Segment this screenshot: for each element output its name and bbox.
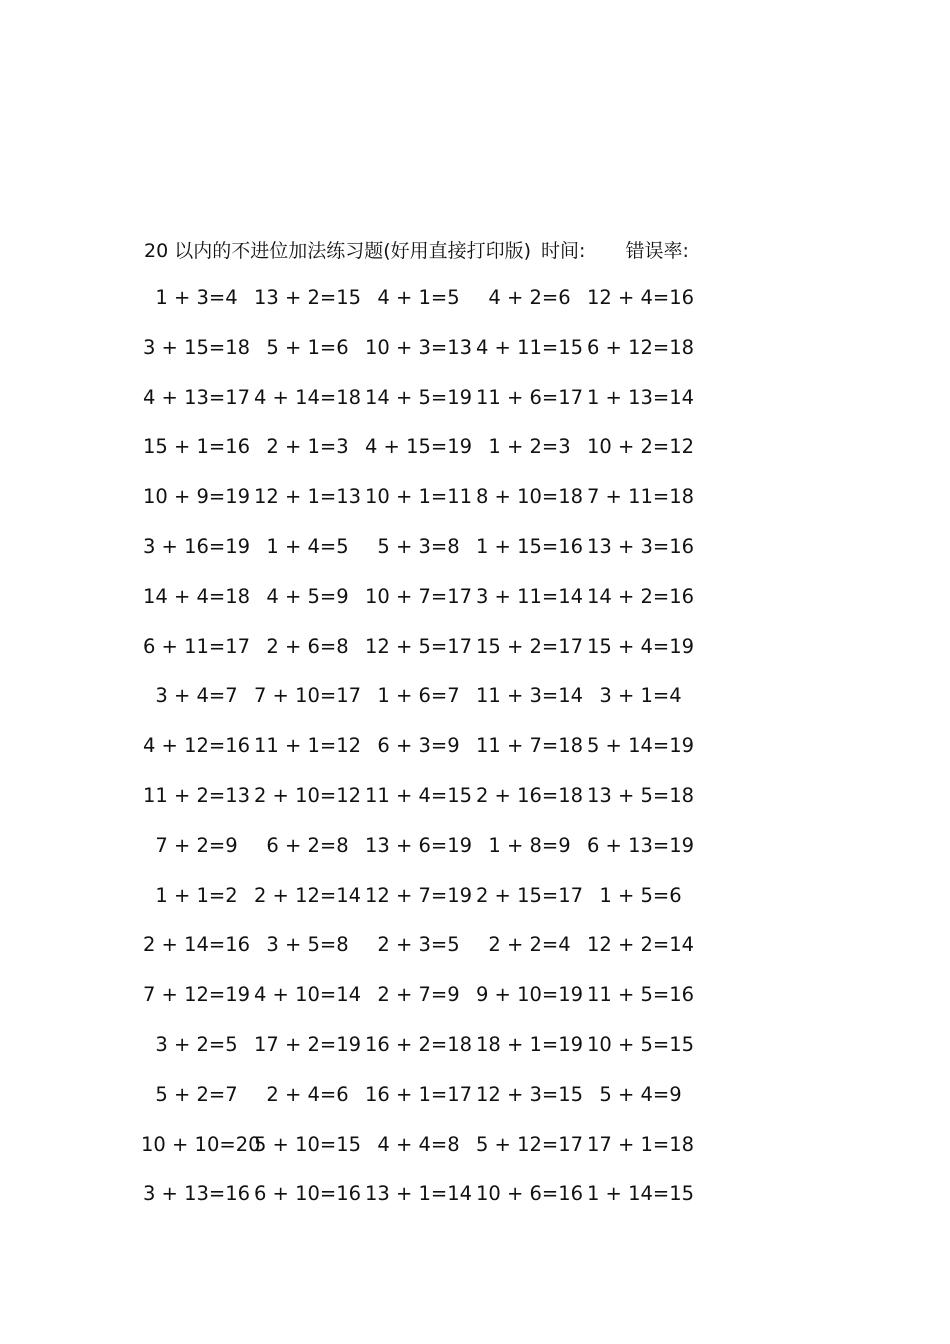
problem-row [0, 882, 950, 932]
problem-item: 2 + 12=14 [253, 883, 362, 907]
problem-item: 2 + 14=16 [142, 933, 251, 957]
problem-row [0, 981, 950, 1031]
problem-grid [0, 284, 950, 1230]
problem-item: 2 + 2=4 [488, 933, 571, 957]
problem-item: 4 + 1=5 [377, 286, 460, 309]
problem-item: 3 + 11=14 [475, 584, 584, 608]
problem-row [0, 433, 950, 483]
problem-item: 14 + 4=18 [142, 584, 251, 608]
problem-item: 11 + 4=15 [364, 783, 473, 807]
problem-item: 10 + 2=12 [586, 435, 695, 459]
problem-item: 13 + 1=14 [364, 1182, 473, 1206]
problem-item: 2 + 1=3 [266, 435, 349, 459]
worksheet-title [144, 236, 689, 263]
problem-item: 12 + 7=19 [364, 883, 473, 907]
problem-item: 2 + 16=18 [475, 783, 584, 807]
problem-row [0, 633, 950, 683]
problem-item: 3 + 15=18 [142, 335, 251, 359]
problem-item: 1 + 1=2 [155, 883, 238, 907]
problem-item: 4 + 4=8 [377, 1132, 460, 1156]
problem-item: 1 + 15=16 [475, 534, 584, 558]
problem-item: 2 + 6=8 [266, 634, 349, 658]
problem-item: 10 + 9=19 [142, 485, 251, 509]
problem-item: 10 + 1=11 [364, 485, 473, 509]
problem-item: 4 + 5=9 [266, 584, 349, 608]
problem-item: 5 + 1=6 [266, 335, 349, 359]
problem-item: 14 + 5=19 [364, 385, 473, 409]
problem-item: 3 + 2=5 [155, 1032, 238, 1056]
problem-item: 11 + 3=14 [475, 684, 584, 708]
problem-item: 7 + 10=17 [253, 684, 362, 708]
title-main: 20 以内的不进位加法练习题(好用直接打印版) [144, 240, 532, 262]
problem-item: 10 + 7=17 [364, 584, 473, 608]
problem-item: 12 + 5=17 [364, 634, 473, 658]
problem-item: 4 + 11=15 [475, 335, 584, 359]
problem-item: 7 + 2=9 [155, 833, 238, 857]
problem-item: 10 + 10=20 [141, 1132, 261, 1156]
problem-item: 12 + 1=13 [253, 485, 362, 509]
time-label: 时间: [541, 240, 586, 262]
problem-item: 4 + 2=6 [488, 286, 571, 309]
problem-item: 1 + 5=6 [599, 883, 682, 907]
problem-item: 15 + 4=19 [586, 634, 695, 658]
problem-item: 1 + 13=14 [586, 385, 695, 409]
problem-item: 1 + 2=3 [488, 435, 571, 459]
problem-row [0, 384, 950, 434]
problem-item: 5 + 10=15 [253, 1132, 362, 1156]
problem-item: 5 + 12=17 [475, 1132, 584, 1156]
problem-row [0, 1081, 950, 1131]
problem-item: 13 + 6=19 [364, 833, 473, 857]
problem-row [0, 832, 950, 882]
problem-item: 17 + 1=18 [586, 1132, 695, 1156]
problem-item: 16 + 1=17 [364, 1082, 473, 1106]
problem-item: 2 + 3=5 [377, 933, 460, 957]
problem-item: 13 + 2=15 [253, 286, 362, 309]
problem-item: 6 + 10=16 [253, 1182, 362, 1206]
problem-item: 12 + 4=16 [586, 286, 695, 309]
problem-item: 6 + 12=18 [586, 335, 695, 359]
problem-item: 15 + 2=17 [475, 634, 584, 658]
problem-row [0, 682, 950, 732]
problem-item: 4 + 12=16 [142, 734, 251, 758]
problem-row [0, 931, 950, 981]
problem-item: 3 + 5=8 [266, 933, 349, 957]
problem-row [0, 483, 950, 533]
problem-item: 9 + 10=19 [475, 983, 584, 1007]
problem-item: 13 + 5=18 [586, 783, 695, 807]
problem-item: 8 + 10=18 [475, 485, 584, 509]
problem-row [0, 782, 950, 832]
problem-item: 18 + 1=19 [475, 1032, 584, 1056]
problem-item: 11 + 6=17 [475, 385, 584, 409]
problem-row [0, 334, 950, 384]
problem-item: 12 + 3=15 [475, 1082, 584, 1106]
problem-item: 14 + 2=16 [586, 584, 695, 608]
problem-item: 16 + 2=18 [364, 1032, 473, 1056]
problem-item: 12 + 2=14 [586, 933, 695, 957]
problem-item: 3 + 4=7 [155, 684, 238, 708]
problem-item: 5 + 3=8 [377, 534, 460, 558]
problem-row [0, 1180, 950, 1230]
problem-item: 1 + 3=4 [155, 286, 238, 309]
problem-item: 10 + 3=13 [364, 335, 473, 359]
problem-item: 3 + 1=4 [599, 684, 682, 708]
problem-item: 7 + 12=19 [142, 983, 251, 1007]
problem-item: 11 + 2=13 [142, 783, 251, 807]
problem-row [0, 533, 950, 583]
problem-item: 3 + 16=19 [142, 534, 251, 558]
problem-item: 7 + 11=18 [586, 485, 695, 509]
problem-item: 1 + 14=15 [586, 1182, 695, 1206]
problem-item: 10 + 5=15 [586, 1032, 695, 1056]
problem-item: 4 + 15=19 [364, 435, 473, 459]
problem-item: 3 + 13=16 [142, 1182, 251, 1206]
problem-row [0, 284, 950, 334]
problem-item: 10 + 6=16 [475, 1182, 584, 1206]
problem-item: 1 + 6=7 [377, 684, 460, 708]
problem-item: 1 + 4=5 [266, 534, 349, 558]
problem-item: 5 + 2=7 [155, 1082, 238, 1106]
problem-item: 4 + 14=18 [253, 385, 362, 409]
problem-item: 2 + 15=17 [475, 883, 584, 907]
problem-item: 6 + 2=8 [266, 833, 349, 857]
problem-item: 2 + 4=6 [266, 1082, 349, 1106]
problem-row [0, 1131, 950, 1181]
problem-item: 15 + 1=16 [142, 435, 251, 459]
problem-item: 4 + 10=14 [253, 983, 362, 1007]
problem-item: 11 + 5=16 [586, 983, 695, 1007]
problem-item: 1 + 8=9 [488, 833, 571, 857]
problem-item: 17 + 2=19 [253, 1032, 362, 1056]
problem-item: 5 + 14=19 [586, 734, 695, 758]
error-rate-label: 错误率: [625, 240, 689, 262]
problem-row [0, 1031, 950, 1081]
problem-item: 6 + 11=17 [142, 634, 251, 658]
problem-row [0, 583, 950, 633]
problem-item: 2 + 7=9 [377, 983, 460, 1007]
problem-item: 11 + 7=18 [475, 734, 584, 758]
problem-item: 2 + 10=12 [253, 783, 362, 807]
problem-item: 6 + 3=9 [377, 734, 460, 758]
problem-item: 11 + 1=12 [253, 734, 362, 758]
problem-item: 4 + 13=17 [142, 385, 251, 409]
problem-item: 6 + 13=19 [586, 833, 695, 857]
problem-item: 13 + 3=16 [586, 534, 695, 558]
problem-item: 5 + 4=9 [599, 1082, 682, 1106]
problem-row [0, 732, 950, 782]
